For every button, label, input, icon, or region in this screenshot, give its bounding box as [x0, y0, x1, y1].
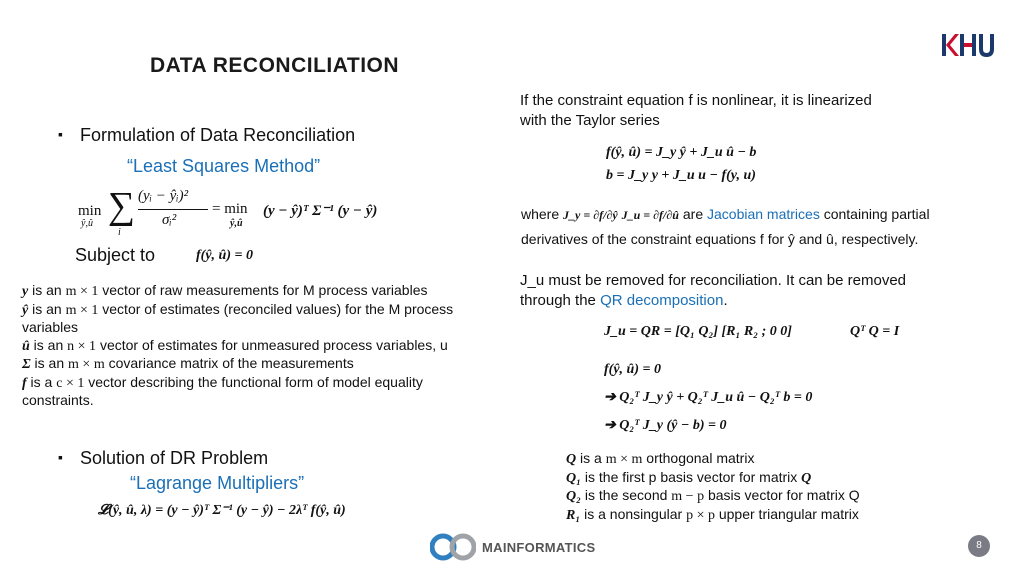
jacobian-y: J_y = ∂f/∂ŷ [563, 208, 618, 222]
def-pre: is a [26, 373, 57, 390]
qdef-row-r1 [566, 506, 986, 525]
def-symbol: ŷ [22, 302, 29, 318]
least-squares-label: “Least Squares Method” [127, 156, 321, 176]
qdef-symbol: Q₁ [566, 470, 581, 486]
def-dim: m × 1 [65, 302, 99, 318]
variable-definitions [22, 282, 492, 410]
subject-to-label: Subject to [75, 245, 156, 265]
are-label: are [682, 206, 707, 222]
jacobian-line [521, 205, 930, 224]
def-symbol: f [22, 375, 27, 391]
qdef-symbol: R₁ [566, 507, 581, 523]
def-symbol: y [22, 284, 29, 299]
qr-intro-pre: J_u must be removed for reconciliation. It can be removed through the [520, 272, 907, 309]
qdef-pre: is a nonsingular [580, 505, 687, 522]
min-operator: min [78, 203, 102, 219]
def-post: vector of raw measurements for M process variables [98, 282, 428, 298]
def-row-yhat [22, 301, 492, 337]
def-row-f [22, 374, 492, 410]
equals-min: = min [212, 201, 248, 217]
page-title: DATA RECONCILIATION [150, 54, 400, 77]
page-number-badge: 8 [968, 535, 990, 557]
taylor-equation-1: f(ŷ, û) = J_y ŷ + J_u û − b [606, 145, 757, 160]
jacobian-u: J_u = ∂f/∂û [621, 208, 679, 222]
qr-intro-post: . [723, 292, 728, 309]
nonlinear-intro: If the constraint equation f is nonlinear, it is linearized with the Taylor series [520, 92, 872, 129]
jacobian-matrices-link[interactable]: Jacobian matrices [707, 206, 820, 222]
def-dim: m × m [68, 357, 105, 372]
sum-subscript: i [118, 227, 121, 238]
def-dim: m × 1 [65, 284, 99, 299]
def-post: vector of estimates for unmeasured process variables, u [96, 336, 448, 353]
qdef-row-q1 [566, 469, 986, 488]
qr-equation: J_u = QR = [Q₁ Q₂] [R₁ R₂ ; 0 0] [604, 324, 792, 339]
qdef-pre: is the second [581, 487, 672, 503]
qr-decomposition-link[interactable]: QR decomposition [600, 292, 724, 309]
def-post: vector describing the functional form of model equality constraints. [22, 373, 423, 408]
objective-equation [78, 185, 418, 241]
step-1: f(ŷ, û) = 0 [604, 362, 661, 377]
lagrangian-equation: 𝓛(ŷ, û, λ) = (y − ŷ)ᵀ Σ⁻¹ (y − ŷ) − 2λᵀ f(ŷ, û) [98, 503, 346, 518]
qr-intro [520, 271, 960, 311]
qdef-dim: m − p [671, 489, 705, 504]
def-row-y [22, 282, 492, 301]
def-row-sigma [22, 355, 492, 374]
bullet-solution: ▪ Solution of DR Problem [58, 448, 268, 469]
def-dim: n × 1 [67, 338, 97, 354]
qdef-row-q2 [566, 487, 986, 506]
derivatives-text: derivatives of the constraint equations f for ŷ and û, respectively. [521, 231, 919, 247]
containing-label: containing partial [819, 206, 930, 222]
bullet-formulation: ▪ Formulation of Data Reconciliation [58, 125, 355, 146]
khu-logo [940, 30, 995, 62]
qdef-symbol: Q [566, 452, 577, 467]
where-label: where [521, 206, 560, 222]
qdef-post: Q [801, 470, 812, 486]
fraction-bar [138, 209, 208, 210]
matrix-definitions [566, 450, 986, 524]
mainformatics-logo [430, 533, 600, 563]
def-pre: is an [28, 300, 66, 317]
min-subscript: ŷ,û [81, 218, 93, 229]
qdef-post: orthogonal matrix [642, 450, 755, 466]
min2-subscript: ŷ,û [230, 218, 243, 229]
def-pre: is an [28, 282, 66, 298]
qdef-pre: is a [576, 450, 606, 466]
qdef-post: upper triangular matrix [714, 505, 859, 522]
qdef-dim: m × m [605, 452, 643, 467]
qdef-row-q [566, 450, 986, 469]
def-pre: is an [30, 355, 69, 371]
def-row-uhat [22, 337, 492, 356]
qdef-symbol: Q₂ [566, 489, 581, 504]
constraint-equation: f(ŷ, û) = 0 [196, 248, 253, 263]
def-symbol: Σ [22, 357, 31, 372]
qdef-dim: p × p [686, 507, 715, 523]
def-post: vector of estimates (reconciled values) for the M process variables [22, 300, 454, 335]
qdef-post: basis vector for matrix Q [704, 487, 860, 503]
khu-logo-icon [940, 30, 995, 62]
orthogonality-equation: Qᵀ Q = I [850, 324, 900, 339]
fraction-denominator: σᵢ² [162, 212, 177, 228]
fraction-numerator: (yᵢ − ŷᵢ)² [138, 188, 189, 204]
lagrange-label: “Lagrange Multipliers” [130, 473, 305, 493]
def-pre: is an [29, 336, 68, 353]
mainformatics-text: MAINFORMATICS [482, 540, 596, 555]
def-post: covariance matrix of the measurements [104, 355, 354, 371]
qdef-pre: is the first p basis vector for matrix [581, 468, 802, 485]
taylor-equation-2: b = J_y y + J_u u − f(y, u) [606, 168, 756, 183]
sum-symbol: ∑ [108, 185, 136, 227]
objective-rhs: (y − ŷ)ᵀ Σ⁻¹ (y − ŷ) [263, 203, 378, 219]
step-3: ➔ Q₂ᵀ J_y (ŷ − b) = 0 [604, 418, 727, 433]
def-symbol: û [22, 338, 30, 354]
def-dim: c × 1 [56, 375, 85, 391]
infinity-logo-icon [430, 533, 476, 561]
step-2: ➔ Q₂ᵀ J_y ŷ + Q₂ᵀ J_u û − Q₂ᵀ b = 0 [604, 390, 813, 405]
